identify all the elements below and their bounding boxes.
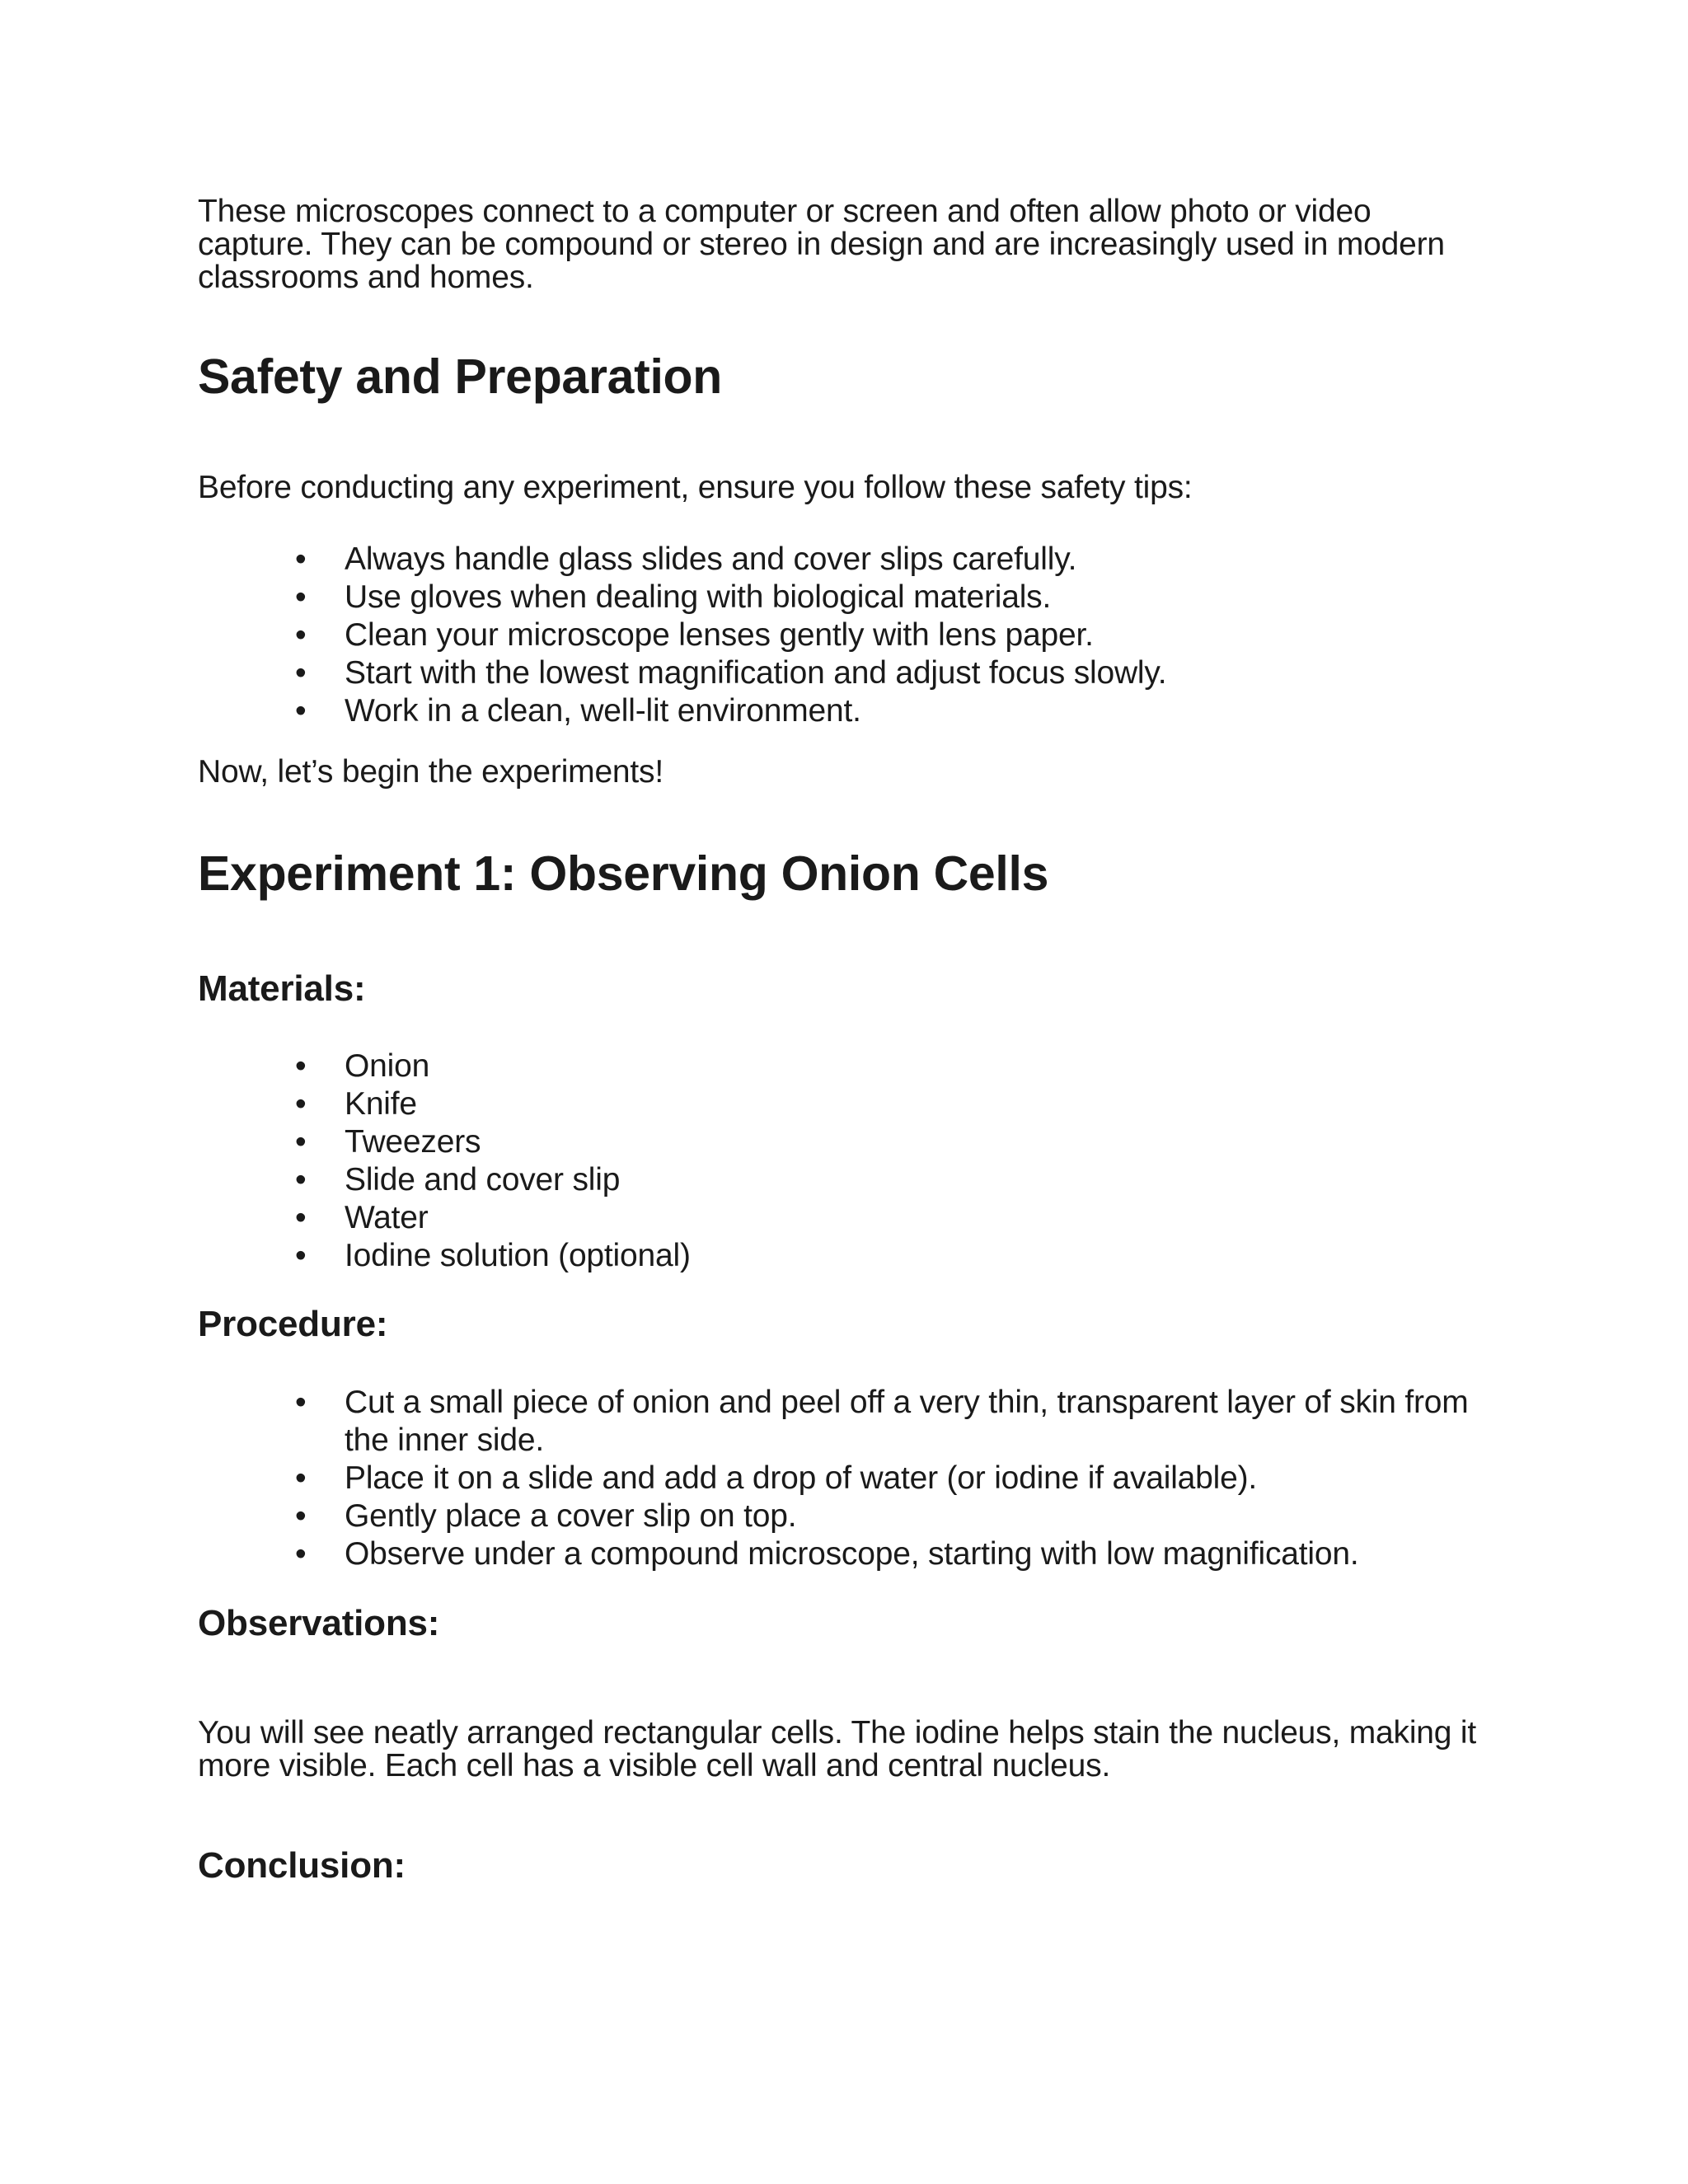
list-item xyxy=(198,654,1484,692)
conclusion-heading: Conclusion: xyxy=(198,1845,406,1886)
list-item-text: Observe under a compound microscope, starting with low magnification. xyxy=(345,1536,1359,1572)
materials-list xyxy=(198,1047,1484,1275)
list-item-text: Cut a small piece of onion and peel off a very thin, transparent layer of skin from the inner side. xyxy=(345,1385,1469,1458)
observations-heading: Observations: xyxy=(198,1603,440,1643)
bullet-icon: • xyxy=(295,1048,307,1084)
bullet-icon: • xyxy=(295,1200,307,1235)
list-item-text: Place it on a slide and add a drop of water (or iodine if available). xyxy=(345,1460,1258,1496)
list-item xyxy=(198,1535,1484,1573)
safety-lead-text: Before conducting any experiment, ensure you follow these safety tips: xyxy=(198,470,1193,505)
bullet-icon: • xyxy=(295,1162,307,1197)
list-item xyxy=(198,541,1484,579)
list-item xyxy=(198,1161,1484,1199)
bullet-icon: • xyxy=(295,1086,307,1122)
list-item xyxy=(198,1497,1484,1535)
bullet-icon: • xyxy=(295,655,307,691)
list-item-text: Always handle glass slides and cover slips carefully. xyxy=(345,541,1077,577)
list-item-text: Onion xyxy=(345,1048,430,1084)
bullet-icon: • xyxy=(295,1238,307,1273)
bullet-icon: • xyxy=(295,579,307,615)
intro-paragraph: These microscopes connect to a computer or screen and often allow photo or video capture. They can be compound or stereo in design and are increasingly used in modern classrooms and homes. xyxy=(198,194,1445,295)
list-item-text: Clean your microscope lenses gently with lens paper. xyxy=(345,617,1094,653)
observations-text: You will see neatly arranged rectangular cells. The iodine helps stain the nucleus, making it more visible. Each cell has a visible cell wall and central nucleus. xyxy=(198,1715,1476,1783)
begin-experiments-text: Now, let’s begin the experiments! xyxy=(198,754,663,790)
list-item-text: Iodine solution (optional) xyxy=(345,1238,691,1273)
list-item xyxy=(198,1085,1484,1123)
list-item xyxy=(198,1123,1484,1161)
list-item xyxy=(198,1384,1484,1460)
bullet-icon: • xyxy=(295,1498,307,1534)
list-item xyxy=(198,692,1484,730)
procedure-list xyxy=(198,1384,1484,1573)
list-item xyxy=(198,1199,1484,1237)
bullet-icon: • xyxy=(295,1536,307,1572)
list-item-text: Use gloves when dealing with biological materials. xyxy=(345,579,1052,615)
bullet-icon: • xyxy=(295,1385,307,1420)
list-item xyxy=(198,579,1484,616)
experiment-1-heading: Experiment 1: Observing Onion Cells xyxy=(198,846,1049,901)
list-item-text: Tweezers xyxy=(345,1124,481,1160)
bullet-icon: • xyxy=(295,1124,307,1160)
list-item-text: Knife xyxy=(345,1086,417,1122)
bullet-icon: • xyxy=(295,617,307,653)
list-item-text: Work in a clean, well-lit environment. xyxy=(345,693,861,729)
list-item-text: Start with the lowest magnification and adjust focus slowly. xyxy=(345,655,1167,691)
list-item xyxy=(198,616,1484,654)
bullet-icon: • xyxy=(295,541,307,577)
list-item-text: Slide and cover slip xyxy=(345,1162,621,1197)
safety-heading: Safety and Preparation xyxy=(198,349,723,404)
materials-heading: Materials: xyxy=(198,968,366,1009)
list-item xyxy=(198,1047,1484,1085)
bullet-icon: • xyxy=(295,693,307,729)
list-item-text: Gently place a cover slip on top. xyxy=(345,1498,797,1534)
procedure-heading: Procedure: xyxy=(198,1304,388,1344)
list-item xyxy=(198,1460,1484,1497)
list-item-text: Water xyxy=(345,1200,429,1235)
bullet-icon: • xyxy=(295,1460,307,1496)
list-item xyxy=(198,1237,1484,1275)
safety-tips-list xyxy=(198,541,1484,730)
